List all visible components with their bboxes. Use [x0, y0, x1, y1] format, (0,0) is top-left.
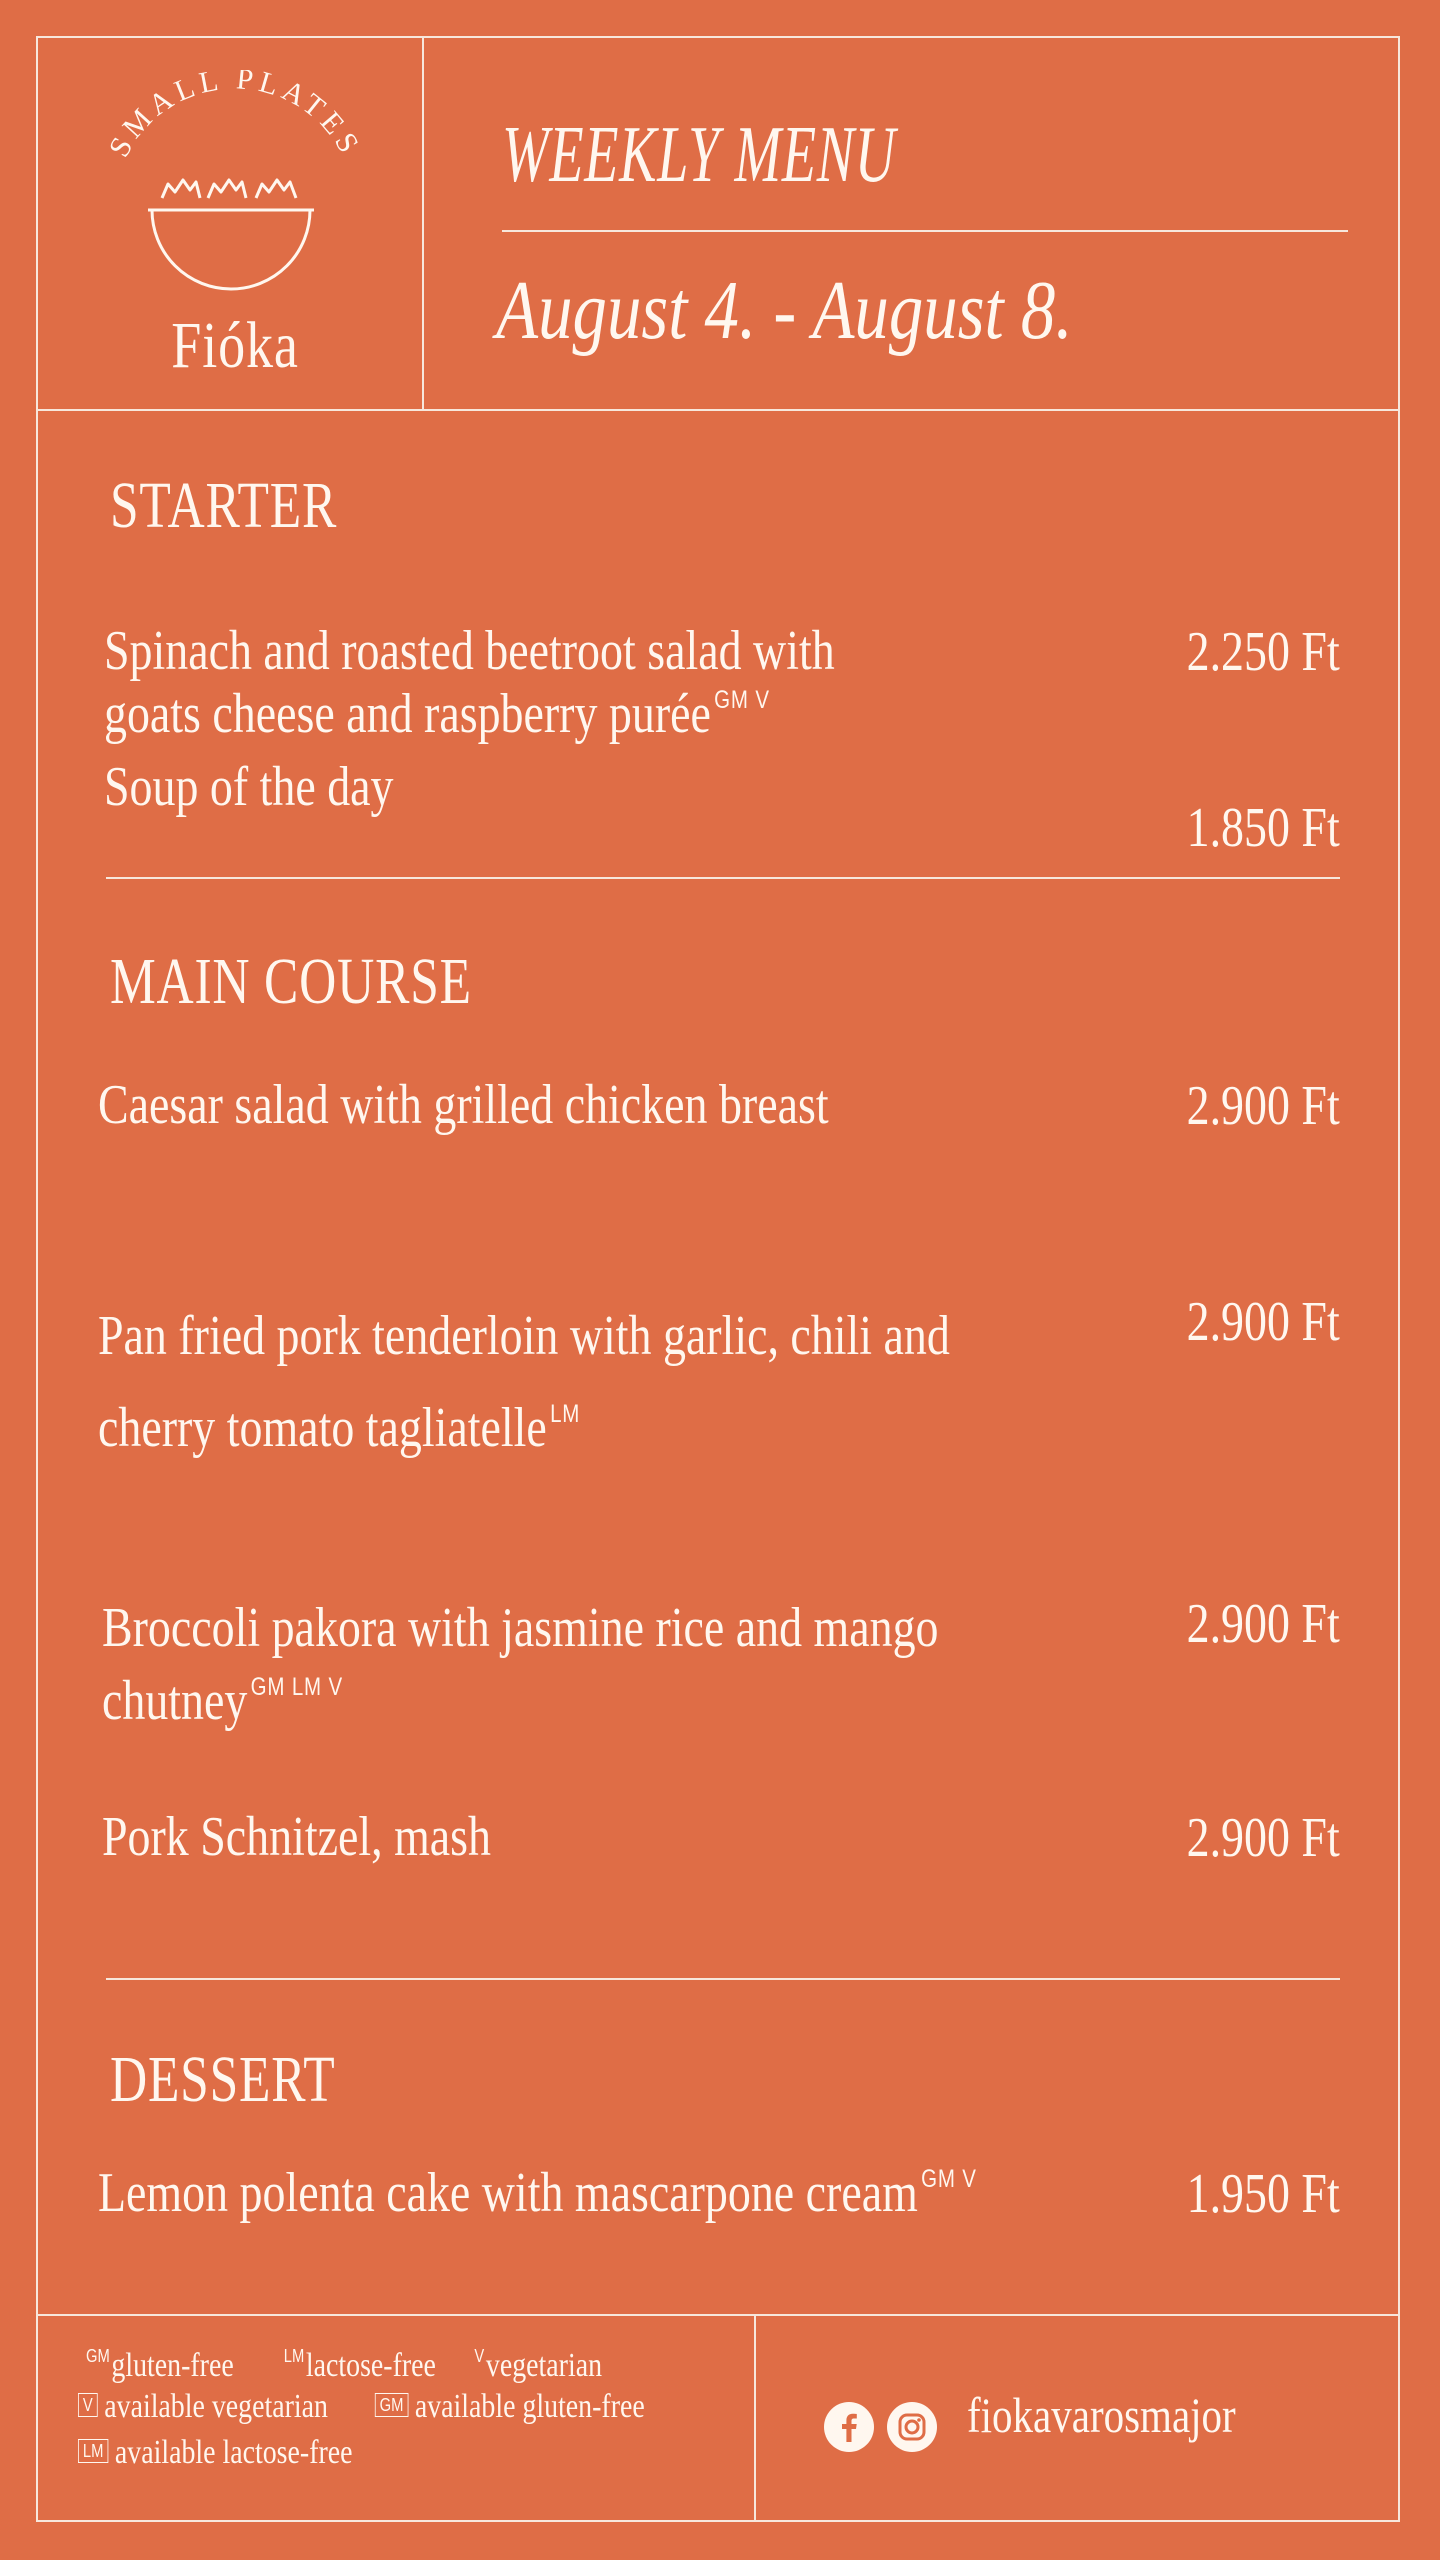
starter-divider: [106, 877, 1340, 879]
title-underline: [502, 230, 1348, 232]
menu-item-name: Soup of the day: [104, 756, 394, 818]
instagram-icon[interactable]: [887, 2402, 937, 2452]
date-range: August 4. - August 8.: [496, 264, 1073, 357]
menu-item-price: 2.900 Ft: [1186, 1075, 1340, 1137]
menu-item-name: Spinach and roasted beetroot salad with goats cheese and raspberry purée $^{GM V}$: [104, 620, 835, 745]
diet-tags: LM: [550, 1400, 581, 1429]
menu-item-price: 2.900 Ft: [1186, 1593, 1340, 1655]
menu-item-price: 2.250 Ft: [1186, 621, 1340, 683]
legend-row-1: $^{GM}$gluten-free $^{LM}$lactose-free $^V$vegetarian: [86, 2346, 603, 2384]
menu-item-price: 1.850 Ft: [1186, 797, 1340, 859]
bowl-icon: [146, 170, 316, 298]
main-divider: [106, 1978, 1340, 1980]
legend-row-3: LM available lactose-free: [78, 2434, 353, 2472]
brand-name: Fióka: [171, 309, 299, 382]
menu-item-name: Pork Schnitzel, mash: [102, 1806, 492, 1868]
menu-item-price: 2.900 Ft: [1186, 1291, 1340, 1353]
diet-tags: GM V: [921, 2165, 977, 2193]
diet-tags: GM V: [714, 685, 770, 714]
social-handle[interactable]: fiokavarosmajor: [967, 2387, 1236, 2443]
menu-item-name: Caesar salad with grilled chicken breast: [98, 1074, 829, 1136]
section-title-dessert: DESSERT: [110, 2043, 336, 2116]
header-bottom-rule: [36, 409, 1400, 411]
menu-item-price: 2.900 Ft: [1186, 1807, 1340, 1869]
menu-item-name: Lemon polenta cake with mascarpone cream $^{GM V}$: [98, 2162, 977, 2224]
menu-item-name: Pan fried pork tenderloin with garlic, chili and cherry tomato tagliatelle $^{LM}$: [98, 1305, 950, 1460]
page-title: WEEKLY MENU: [502, 111, 896, 199]
footer-divider: [754, 2314, 756, 2522]
legend-row-2: V available vegetarian GM available gluten-free: [78, 2388, 645, 2426]
header-divider: [422, 36, 424, 410]
menu-item-name: Broccoli pakora with jasmine rice and mango chutney $^{GM LM V}$: [102, 1597, 939, 1732]
section-title-main-course: MAIN COURSE: [110, 945, 472, 1018]
svg-text:SMALL PLATES: SMALL PLATES: [102, 70, 368, 163]
footer-top-rule: [36, 2314, 1400, 2316]
section-title-starter: STARTER: [110, 469, 338, 542]
diet-tags: GM LM V: [250, 1672, 343, 1701]
menu-item-price: 1.950 Ft: [1186, 2163, 1340, 2225]
facebook-icon[interactable]: [824, 2402, 874, 2452]
